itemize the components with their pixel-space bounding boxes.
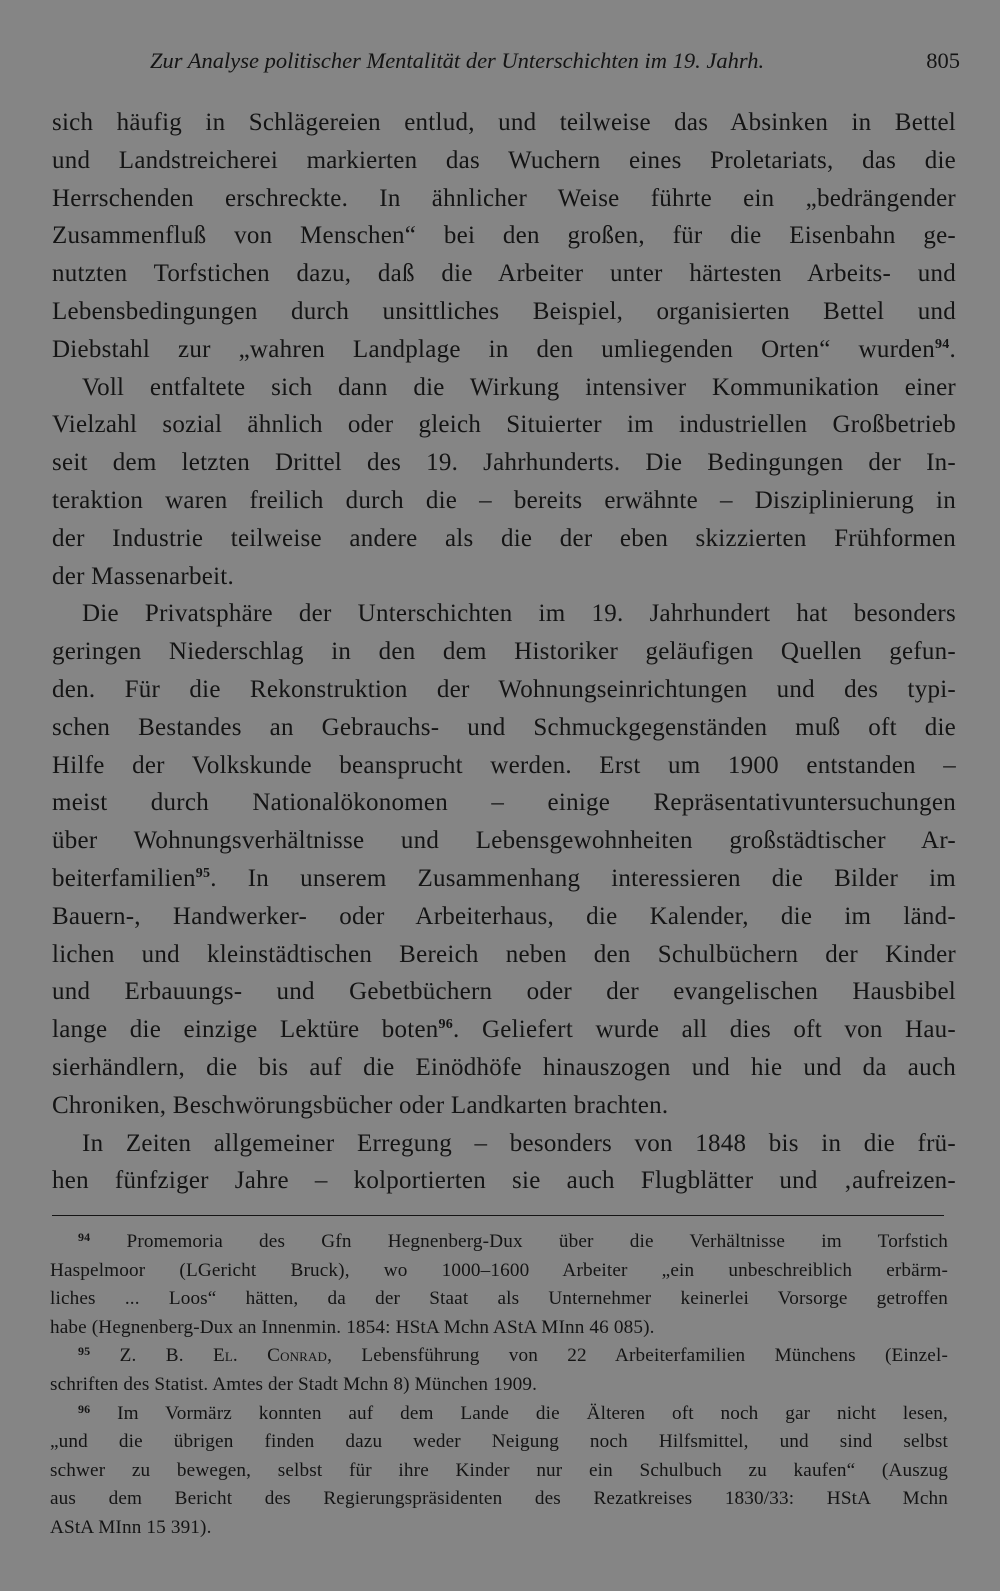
footnote-marker: 95: [78, 1344, 91, 1359]
text-line: und Erbauungs- und Gebetbüchern oder der evangelischen Hausbibel: [52, 978, 956, 1006]
text-line: Diebstahl zur „wahren Landplage in den umliegenden Orten“ wurden$^{94}$.: [52, 335, 956, 363]
running-title: Zur Analyse politischer Mentalität der Unterschichten im 19. Jahrh.: [150, 48, 765, 73]
text-line: nutzten Torfstichen dazu, daß die Arbeiter unter härtesten Arbeits- und: [52, 260, 956, 288]
page-number: 805: [926, 48, 960, 73]
text-line: lange die einzige Lektüre boten$^{96}$. Geliefert wurde all dies oft von Hau-: [52, 1016, 957, 1044]
footnote-line: liches ... Loos“ hätten, da der Staat als Unternehmer keinerlei Vorsorge getroffen: [50, 1288, 948, 1310]
footnote-line: Haspelmoor (LGericht Bruck), wo 1000–1600 Arbeiter „ein unbeschreiblich erbärm-: [50, 1259, 948, 1281]
footnote-95: $^{95}$ Z. B. El. Conrad, Lebensführung von 22 Arbeiterfamilien Münchens (Einzel-: [78, 1344, 948, 1367]
footnote-ref-95: 95: [195, 865, 211, 881]
text-line: der Industrie teilweise andere als die der eben skizzierten Frühformen: [52, 524, 956, 552]
text-line: Zusammenfluß von Menschen“ bei den großen, für die Eisenbahn ge-: [52, 222, 956, 250]
footnote-line: habe (Hegnenberg-Dux an Innenmin. 1854: HStA Mchn AStA MInn 46 085).: [50, 1316, 655, 1338]
text-line: schen Bestandes an Gebrauchs- und Schmuckgegenständen muß oft die: [52, 713, 956, 741]
footnote-line: AStA MInn 15 391).: [50, 1516, 212, 1538]
author-name: El. Conrad: [212, 1345, 328, 1367]
footnote-line: schwer zu bewegen, selbst für ihre Kinder nur ein Schulbuch zu kaufen“ (Auszug: [50, 1459, 948, 1481]
text-line: den. Für die Rekonstruktion der Wohnungseinrichtungen und des typi-: [52, 675, 956, 703]
text-line: Lebensbedingungen durch unsittliches Beispiel, organisierten Bettel und: [52, 297, 956, 325]
text-line: seit dem letzten Drittel des 19. Jahrhunderts. Die Bedingungen der In-: [52, 449, 956, 477]
footnotes: [50, 1228, 948, 1543]
body-text: [52, 104, 956, 1200]
footnote-marker: 96: [78, 1401, 91, 1416]
text-line: Hilfe der Volkskunde beansprucht werden. Erst um 1900 entstanden –: [52, 751, 956, 779]
text-line: meist durch Nationalökonomen – einige Repräsentativuntersuchungen: [52, 789, 956, 817]
text-line: Vielzahl sozial ähnlich oder gleich Situierter im industriellen Großbetrieb: [52, 411, 956, 439]
text-line: hen fünfziger Jahre – kolportierten sie auch Flugblätter und ‚aufreizen-: [52, 1167, 956, 1195]
text-line: Chroniken, Beschwörungsbücher oder Landkarten brachten.: [52, 1091, 669, 1119]
text-line: und Landstreicherei markierten das Wuchern eines Proletariats, das die: [52, 146, 956, 174]
footnote-line: „und die übrigen finden dazu weder Neigung noch Hilfsmittel, und sind selbst: [50, 1431, 948, 1453]
text-line: beiterfamilien$^{95}$. In unserem Zusammenhang interessieren die Bilder im: [52, 864, 956, 892]
footnote-94: $^{94}$ Promemoria des Gfn Hegnenberg-Dux über die Verhältnisse im Torfstich: [78, 1230, 949, 1252]
text-line: lichen und kleinstädtischen Bereich neben den Schulbüchern der Kinder: [52, 940, 956, 968]
footnote-divider: [52, 1215, 944, 1216]
text-line: Herrschenden erschreckte. In ähnlicher Weise führte ein „bedrängender: [52, 184, 956, 212]
text-line: teraktion waren freilich durch die – bereits erwähnte – Disziplinierung in: [52, 486, 956, 514]
text-line: sierhändlern, die bis auf die Einödhöfe hinauszogen und hie und da auch: [52, 1053, 956, 1081]
footnote-96: $^{96}$ Im Vormärz konnten auf dem Lande die Älteren oft noch gar nicht lesen,: [78, 1401, 948, 1424]
text-line: über Wohnungsverhältnisse und Lebensgewohnheiten großstädtischer Ar-: [52, 827, 956, 855]
text-line: sich häufig in Schlägereien entlud, und teilweise das Absinken in Bettel: [52, 109, 956, 136]
footnote-marker: 94: [78, 1230, 91, 1244]
footnote-line: aus dem Bericht des Regierungspräsidenten des Rezatkreises 1830/33: HStA Mchn: [50, 1488, 948, 1510]
footnote-ref-96: 96: [438, 1017, 454, 1033]
footnote-line: schriften des Statist. Amtes der Stadt Mchn 8) München 1909.: [50, 1373, 538, 1395]
text-line: In Zeiten allgemeiner Erregung – besonders von 1848 bis in die frü-: [82, 1129, 956, 1157]
running-head: [150, 44, 960, 78]
text-line: Die Privatsphäre der Unterschichten im 19. Jahrhundert hat besonders: [82, 600, 956, 628]
text-line: Bauern-, Handwerker- oder Arbeiterhaus, die Kalender, die im länd-: [52, 902, 956, 930]
footnote-ref-94: 94: [935, 336, 950, 352]
text-line: geringen Niederschlag in den dem Historiker geläufigen Quellen gefun-: [52, 638, 956, 666]
text-line: der Massenarbeit.: [52, 562, 234, 590]
text-line: Voll entfaltete sich dann die Wirkung intensiver Kommunikation einer: [82, 373, 956, 401]
